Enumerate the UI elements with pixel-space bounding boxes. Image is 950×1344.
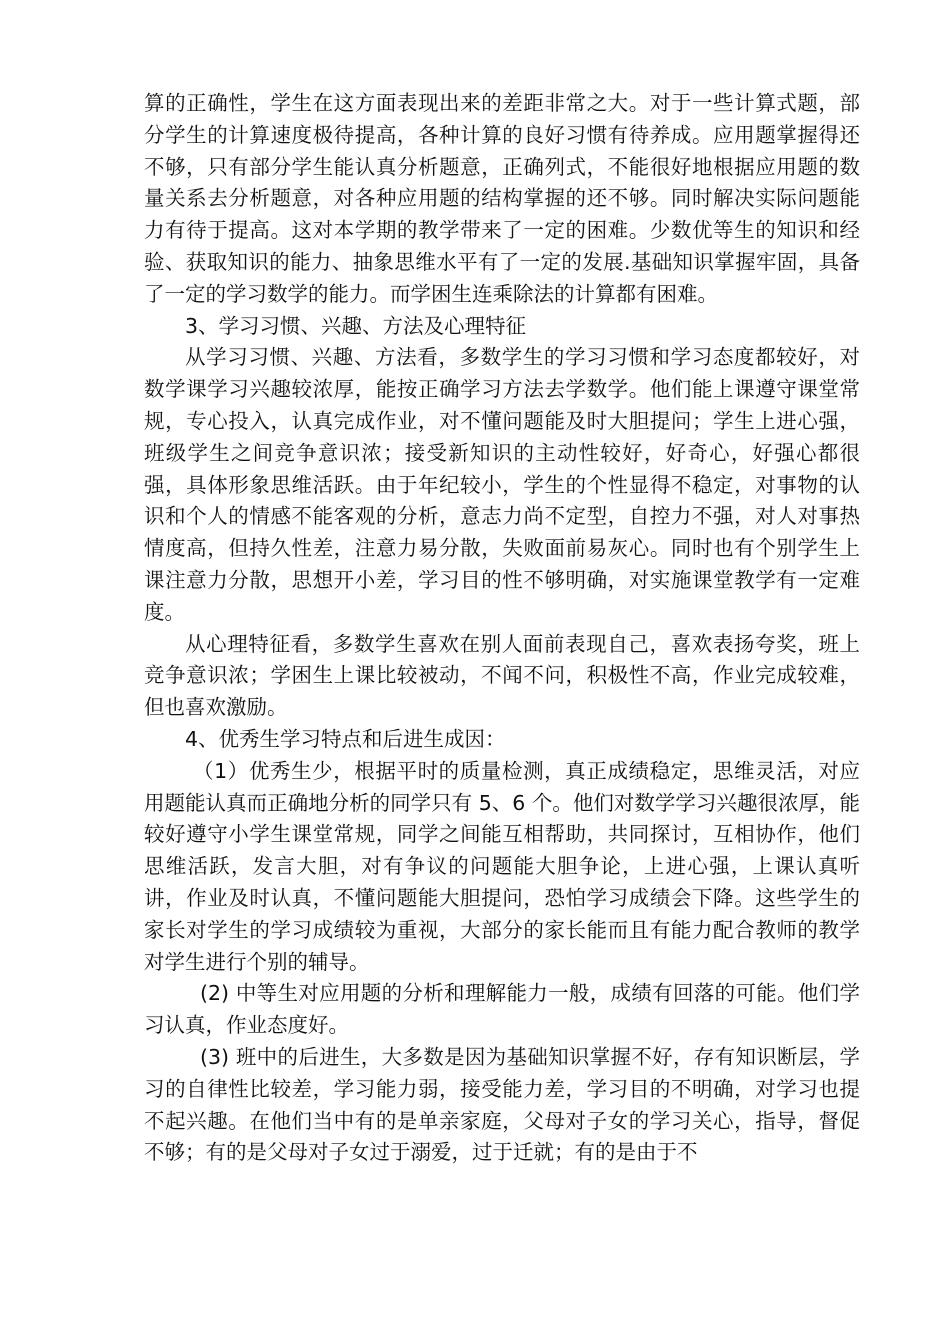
paragraph-top-students: （1）优秀生少，根据平时的质量检测，真正成绩稳定，思维灵活，对应用题能认真而正确地分析的同学只有 5、6 个。他们对数学学习兴趣很浓厚，能较好遵守小学生课堂常规，同学之间能互相帮助，共同探讨，互相协作，他们思维活跃，发言大胆，对有争议的问题能大胆争论，上进心强，上课认真听讲，作业及时认真，不懂问题能大胆提问，恐怕学习成绩会下降。这些学生的家长对学生的学习成绩较为重视，大部分的家长能而且有能力配合教师的教学对学生进行个别的辅导。 [144,758,860,974]
paragraph-struggling-students: (3) 班中的后进生，大多数是因为基础知识掌握不好，存有知识断层，学习的自律性比较差，学习能力弱，接受能力差，学习目的不明确，对学习也提不起兴趣。在他们当中有的是单亲家庭，父母对子女的学习关心，指导，督促不够；有的是父母对子女过于溺爱，过于迁就；有的是由于不 [144,1044,860,1165]
paragraph-calculation-accuracy: 算的正确性，学生在这方面表现出来的差距非常之大。对于一些计算式题，部分学生的计算速度极待提高，各种计算的良好习惯有待养成。应用题掌握得还不够，只有部分学生能认真分析题意，正确列式，不能很好地根据应用题的数量关系去分析题意，对各种应用题的结构掌握的还不够。同时解决实际问题能力有待于提高。这对本学期的教学带来了一定的困难。少数优等生的知识和经验、获取知识的能力、抽象思维水平有了一定的发展.基础知识掌握牢固，具备了一定的学习数学的能力。而学困生连乘除法的计算都有困难。 [144,91,860,306]
paragraph-psychology: 从心理特征看，多数学生喜欢在别人面前表现自己，喜欢表扬夸奖，班上竞争意识浓；学困生上课比较被动，不闻不问，积极性不高，作业完成较难，但也喜欢激励。 [144,631,860,720]
document-page [144,88,860,1169]
section-heading-student-types: 4、优秀生学习特点和后进生成因： [185,726,506,751]
paragraph-middle-students: (2) 中等生对应用题的分析和理解能力一般，成绩有回落的可能。他们学习认真，作业态度好。 [144,981,860,1038]
section-heading-habits: 3、学习习惯、兴趣、方法及心理特征 [185,313,527,338]
paragraph-habits-interest: 从学习习惯、兴趣、方法看，多数学生的学习习惯和学习态度都较好，对数学课学习兴趣较浓厚，能按正确学习方法去学数学。他们能上课遵守课堂常规，专心投入，认真完成作业，对不懂问题能及时大胆提问；学生上进心强，班级学生之间竞争意识浓；接受新知识的主动性较好，好奇心，好强心都很强，具体形象思维活跃。由于年纪较小，学生的个性显得不稳定，对事物的认识和个人的情感不能客观的分析，意志力尚不定型，自控力不强，对人对事热情度高，但持久性差，注意力易分散，失败面前易灰心。同时也有个别学生上课注意力分散，思想开小差，学习目的性不够明确，对实施课堂教学有一定难度。 [144,345,860,624]
